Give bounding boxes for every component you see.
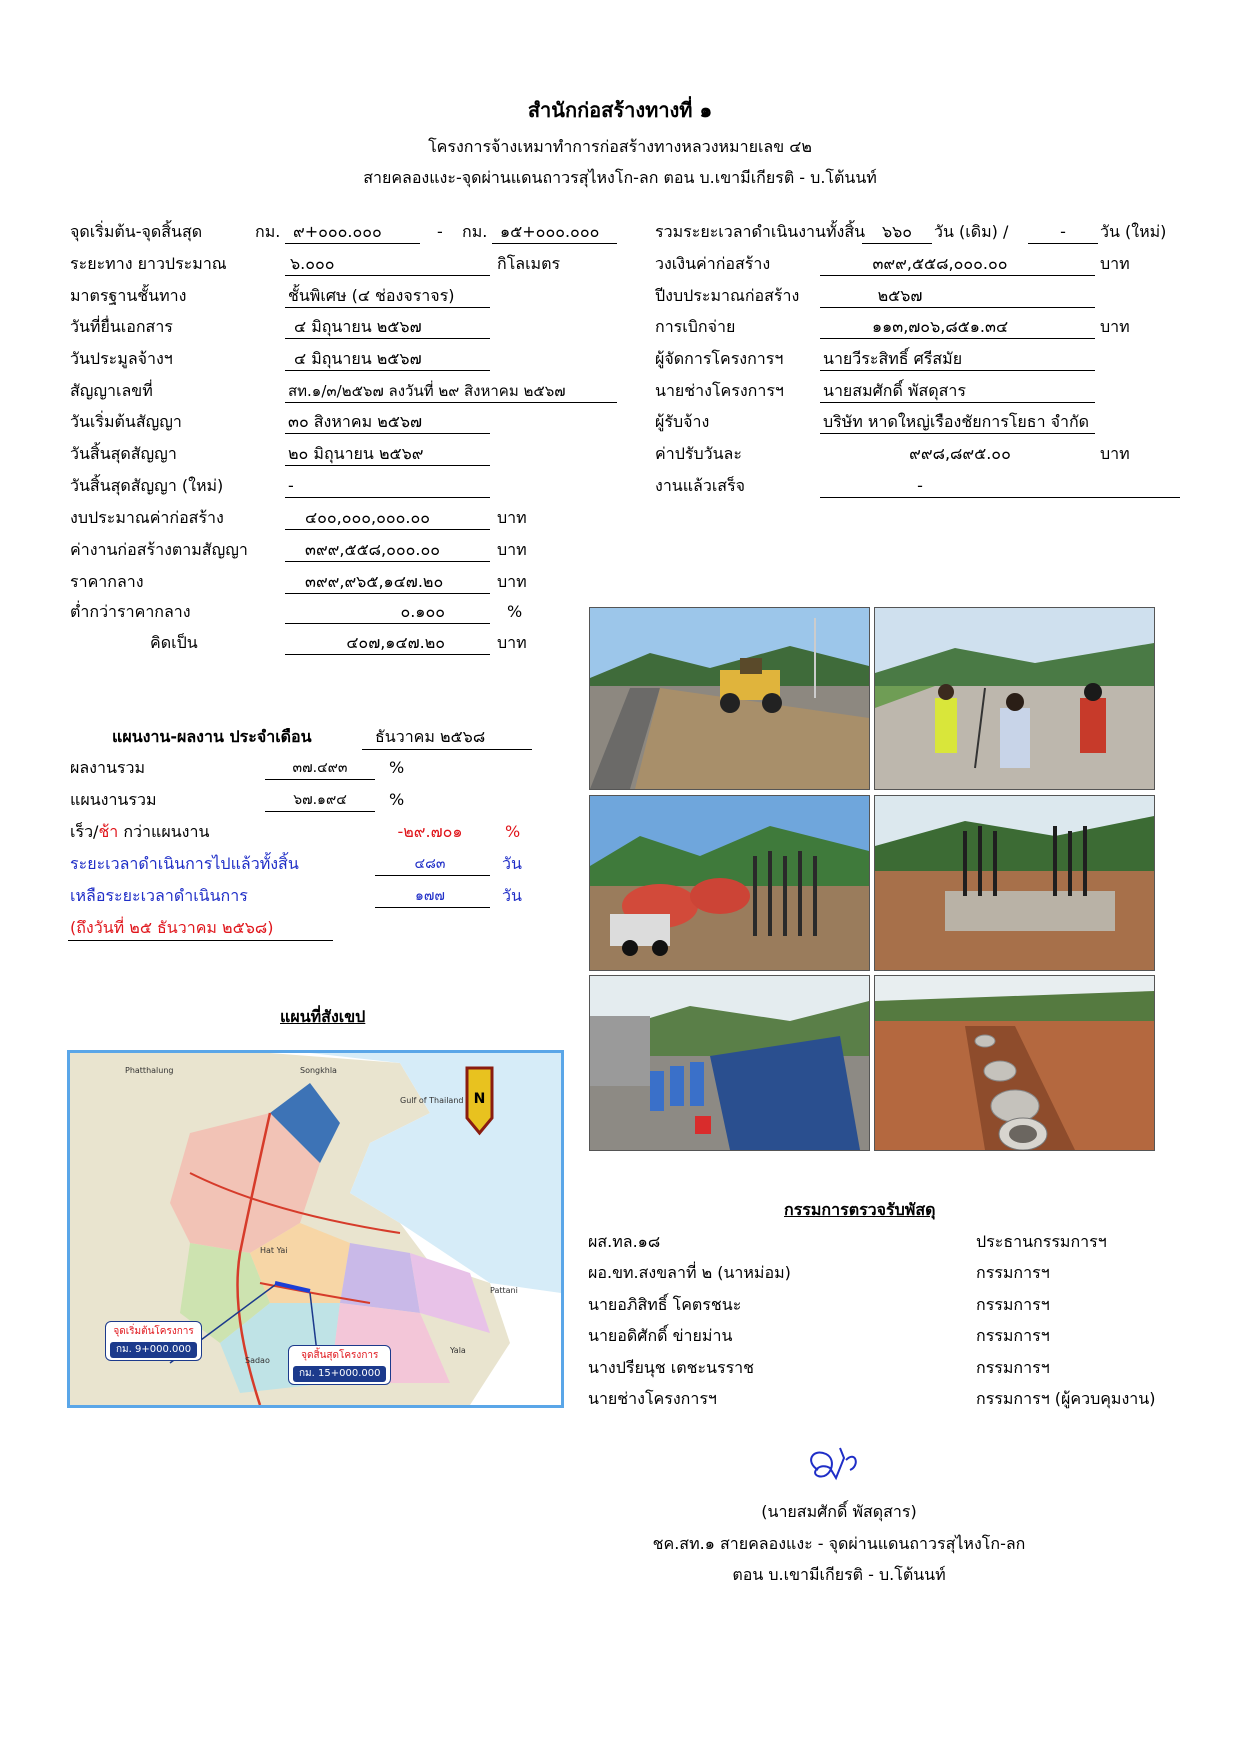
info-label: วันสิ้นสุดสัญญา	[70, 444, 177, 463]
committee-role: ประธานกรรมการฯ	[976, 1232, 1107, 1251]
money-underline	[285, 593, 490, 594]
duration-value: ๖๖๐	[881, 222, 913, 241]
actual-pct: %	[389, 758, 405, 777]
elapsed-underline	[375, 875, 490, 876]
duration-new: -	[1060, 222, 1066, 241]
money-value: ๓๙๙,๙๖๕,๑๔๗.๒๐	[305, 572, 444, 591]
end-point-km: กม. 15+000.000	[293, 1366, 386, 1382]
money-value: ๔๐๐,๐๐๐,๐๐๐.๐๐	[305, 508, 431, 527]
right-unit: บาท	[1100, 444, 1130, 463]
km-end-value: ๑๕+๐๐๐.๐๐๐	[500, 222, 600, 241]
money-value: ๐.๑๐๐	[400, 602, 445, 621]
start-end-label: จุดเริ่มต้น-จุดสิ้นสุด	[70, 222, 203, 241]
money-value: ๔๐๗,๑๔๗.๒๐	[346, 633, 445, 652]
office-title: สำนักก่อสร้างทางที่ ๑	[527, 98, 713, 122]
info-label: ระยะทาง ยาวประมาณ	[70, 254, 227, 273]
money-underline	[285, 529, 490, 530]
map-place-label: Pattani	[490, 1286, 518, 1295]
info-value: ชั้นพิเศษ (๔ ช่องจราจร)	[288, 286, 455, 305]
start-point-km: กม. 9+000.000	[110, 1342, 197, 1358]
duration-unit-old: วัน (เดิม) /	[934, 222, 1009, 241]
right-underline	[820, 497, 1180, 498]
right-label: ค่าปรับวันละ	[655, 444, 742, 463]
map-place-label: Hat Yai	[260, 1246, 288, 1255]
right-unit: บาท	[1100, 254, 1130, 273]
north-arrow-letter: N	[473, 1091, 486, 1107]
actual-underline	[265, 779, 375, 780]
km-dash: -	[437, 222, 443, 241]
km-end-underline	[492, 243, 617, 244]
info-value: ๔ มิถุนายน ๒๕๖๗	[294, 317, 422, 336]
duration-new-underline	[1028, 243, 1098, 244]
km-start-underline	[285, 243, 420, 244]
plan-underline	[265, 811, 375, 812]
progress-month-underline	[362, 749, 532, 750]
plan-value: ๖๗.๑๙๔	[293, 792, 347, 808]
diff-value: -๒๙.๗๐๑	[397, 822, 463, 841]
diff-label: เร็ว/ช้า กว่าแผนงาน	[70, 822, 210, 841]
committee-role: กรรมการฯ	[976, 1295, 1050, 1314]
signer-section: ตอน บ.เขามีเกียรติ - บ.โต้นนท์	[732, 1565, 946, 1584]
committee-role: กรรมการฯ	[976, 1326, 1050, 1345]
info-underline	[285, 433, 490, 434]
info-label: มาตรฐานชั้นทาง	[70, 286, 187, 305]
remain-unit: วัน	[502, 886, 522, 905]
as-of-date: (ถึงวันที่ ๒๕ ธันวาคม ๒๕๖๘)	[70, 918, 274, 937]
info-value: -	[288, 476, 294, 495]
money-unit: บาท	[497, 508, 527, 527]
location-map	[67, 1050, 564, 1408]
map-gulf-label: Gulf of Thailand	[400, 1096, 464, 1105]
money-label: คิดเป็น	[150, 633, 198, 652]
signer-name: (นายสมศักดิ์ พัสดุสาร)	[761, 1502, 917, 1521]
committee-name: นางปรียนุช เตชะนรราช	[588, 1358, 755, 1377]
map-place-label: Sadao	[245, 1356, 270, 1365]
right-unit: บาท	[1100, 317, 1130, 336]
committee-name: นายช่างโครงการฯ	[588, 1389, 717, 1408]
info-value: ๓๐ สิงหาคม ๒๕๖๗	[288, 412, 423, 431]
money-unit: %	[507, 602, 523, 621]
elapsed-unit: วัน	[502, 854, 522, 873]
info-label: วันที่ยื่นเอกสาร	[70, 317, 173, 336]
right-label: นายช่างโครงการฯ	[655, 381, 784, 400]
info-value: สท.๑/๓/๒๕๖๗ ลงวันที่ ๒๙ สิงหาคม ๒๕๖๗	[288, 382, 566, 400]
actual-value: ๓๗.๔๙๓	[292, 760, 348, 776]
right-value: ๒๕๖๗	[877, 286, 923, 305]
committee-name: ผอ.ขท.สงขลาที่ ๒ (นาหม่อม)	[588, 1263, 791, 1282]
photo-concrete-trucks	[589, 795, 870, 971]
photo-pier-footings	[874, 795, 1155, 971]
progress-title: แผนงาน-ผลงาน ประจำเดือน	[112, 727, 312, 746]
plan-pct: %	[389, 790, 405, 809]
as-of-underline	[68, 940, 333, 941]
start-point-label: จุดเริ่มต้นโครงการ	[113, 1326, 194, 1337]
start-point-callout	[105, 1321, 202, 1361]
diff-pct: %	[505, 822, 521, 841]
committee-name: ผส.ทล.๑๘	[588, 1232, 661, 1251]
elapsed-value: ๔๘๓	[414, 856, 446, 872]
money-value: ๓๙๙,๕๕๘,๐๐๐.๐๐	[305, 540, 441, 559]
right-underline	[820, 402, 1095, 403]
committee-title: กรรมการตรวจรับพัสดุ	[784, 1200, 936, 1219]
right-value: -	[917, 476, 923, 495]
committee-role: กรรมการฯ	[976, 1358, 1050, 1377]
right-value: นายวีระสิทธิ์ ศรีสมัย	[823, 349, 963, 368]
money-underline	[285, 561, 490, 562]
right-value: ๙๙๘,๘๙๕.๐๐	[909, 444, 1011, 463]
signature-mark	[800, 1440, 870, 1490]
right-label: วงเงินค่าก่อสร้าง	[655, 254, 771, 273]
progress-month: ธันวาคม ๒๕๖๘	[375, 727, 486, 746]
info-underline	[285, 370, 490, 371]
km-label-1: กม.	[255, 222, 281, 241]
remain-value: ๑๗๗	[415, 888, 445, 904]
info-label: วันประมูลจ้างฯ	[70, 349, 173, 368]
right-underline	[820, 370, 1095, 371]
duration-unit-new: วัน (ใหม่)	[1100, 222, 1167, 241]
right-label: การเบิกจ่าย	[655, 317, 736, 336]
km-label-2: กม.	[462, 222, 488, 241]
info-label: วันเริ่มต้นสัญญา	[70, 412, 182, 431]
committee-role: กรรมการฯ	[976, 1263, 1050, 1282]
right-value: บริษัท หาดใหญ่เรืองชัยการโยธา จำกัด	[823, 412, 1090, 431]
info-underline	[285, 497, 490, 498]
money-label: ต่ำกว่าราคากลาง	[70, 602, 191, 621]
remain-underline	[375, 907, 490, 908]
right-label: ผู้จัดการโครงการฯ	[655, 349, 784, 368]
money-label: ราคากลาง	[70, 572, 144, 591]
money-label: ค่างานก่อสร้างตามสัญญา	[70, 540, 248, 559]
money-unit: บาท	[497, 572, 527, 591]
money-underline	[285, 654, 490, 655]
actual-label: ผลงานรวม	[70, 758, 146, 777]
right-label: ปีงบประมาณก่อสร้าง	[655, 286, 800, 305]
elapsed-label: ระยะเวลาดำเนินการไปแล้วทั้งสิ้น	[70, 854, 299, 873]
signer-position: ชค.สท.๑ สายคลองแงะ - จุดผ่านแดนถาวรสุไหงโก-ลก	[652, 1534, 1026, 1553]
end-point-label: จุดสิ้นสุดโครงการ	[301, 1350, 379, 1361]
map-place-label: Phatthalung	[125, 1066, 174, 1075]
right-value: นายสมศักดิ์ พัสดุสาร	[823, 381, 966, 400]
right-label: ผู้รับจ้าง	[655, 412, 710, 431]
info-underline	[285, 275, 490, 276]
photo-formwork-workers	[589, 975, 870, 1151]
info-underline	[285, 307, 490, 308]
km-start-value: ๙+๐๐๐.๐๐๐	[293, 222, 382, 241]
plan-label: แผนงานรวม	[70, 790, 157, 809]
map-title: แผนที่สังเขป	[280, 1007, 366, 1026]
end-point-callout	[288, 1345, 391, 1385]
committee-role: กรรมการฯ (ผู้ควบคุมงาน)	[976, 1389, 1156, 1408]
map-place-label: Songkhla	[300, 1066, 337, 1075]
remain-label: เหลือระยะเวลาดำเนินการ	[70, 886, 248, 905]
info-unit: กิโลเมตร	[497, 254, 561, 273]
money-unit: บาท	[497, 633, 527, 652]
info-underline	[285, 402, 617, 403]
committee-name: นายอภิสิทธิ์ โคตรชนะ	[588, 1295, 742, 1314]
right-underline	[820, 275, 1095, 276]
money-unit: บาท	[497, 540, 527, 559]
info-label: สัญญาเลขที่	[70, 381, 153, 400]
info-value: ๔ มิถุนายน ๒๕๖๗	[294, 349, 422, 368]
money-label: งบประมาณค่าก่อสร้าง	[70, 508, 224, 527]
right-label: งานแล้วเสร็จ	[655, 476, 746, 495]
map-place-label: Yala	[450, 1346, 466, 1355]
photo-surveyors	[874, 607, 1155, 790]
info-value: ๖.๐๐๐	[290, 254, 335, 273]
info-underline	[285, 465, 490, 466]
duration-underline	[862, 243, 932, 244]
right-underline	[820, 307, 1095, 308]
right-value: ๑๑๓,๗๐๖,๘๕๑.๓๔	[871, 317, 1009, 336]
committee-name: นายอดิศักดิ์ ข่ายม่าน	[588, 1326, 733, 1345]
project-line-2: สายคลองแงะ-จุดผ่านแดนถาวรสุไหงโก-ลก ตอน บ.เขามีเกียรติ - บ.โต้นนท์	[363, 168, 877, 187]
duration-label: รวมระยะเวลาดำเนินงานทั้งสิ้น	[655, 222, 866, 241]
info-value: ๒๐ มิถุนายน ๒๕๖๙	[288, 444, 424, 463]
right-value: ๓๙๙,๕๕๘,๐๐๐.๐๐	[872, 254, 1008, 273]
info-underline	[285, 338, 490, 339]
info-label: วันสิ้นสุดสัญญา (ใหม่)	[70, 476, 224, 495]
photo-grader-road	[589, 607, 870, 790]
right-underline	[820, 338, 1095, 339]
right-underline	[820, 433, 1095, 434]
project-line-1: โครงการจ้างเหมาทำการก่อสร้างทางหลวงหมายเลข ๔๒	[428, 137, 812, 156]
money-underline	[285, 623, 490, 624]
photo-drain-pipes	[874, 975, 1155, 1151]
